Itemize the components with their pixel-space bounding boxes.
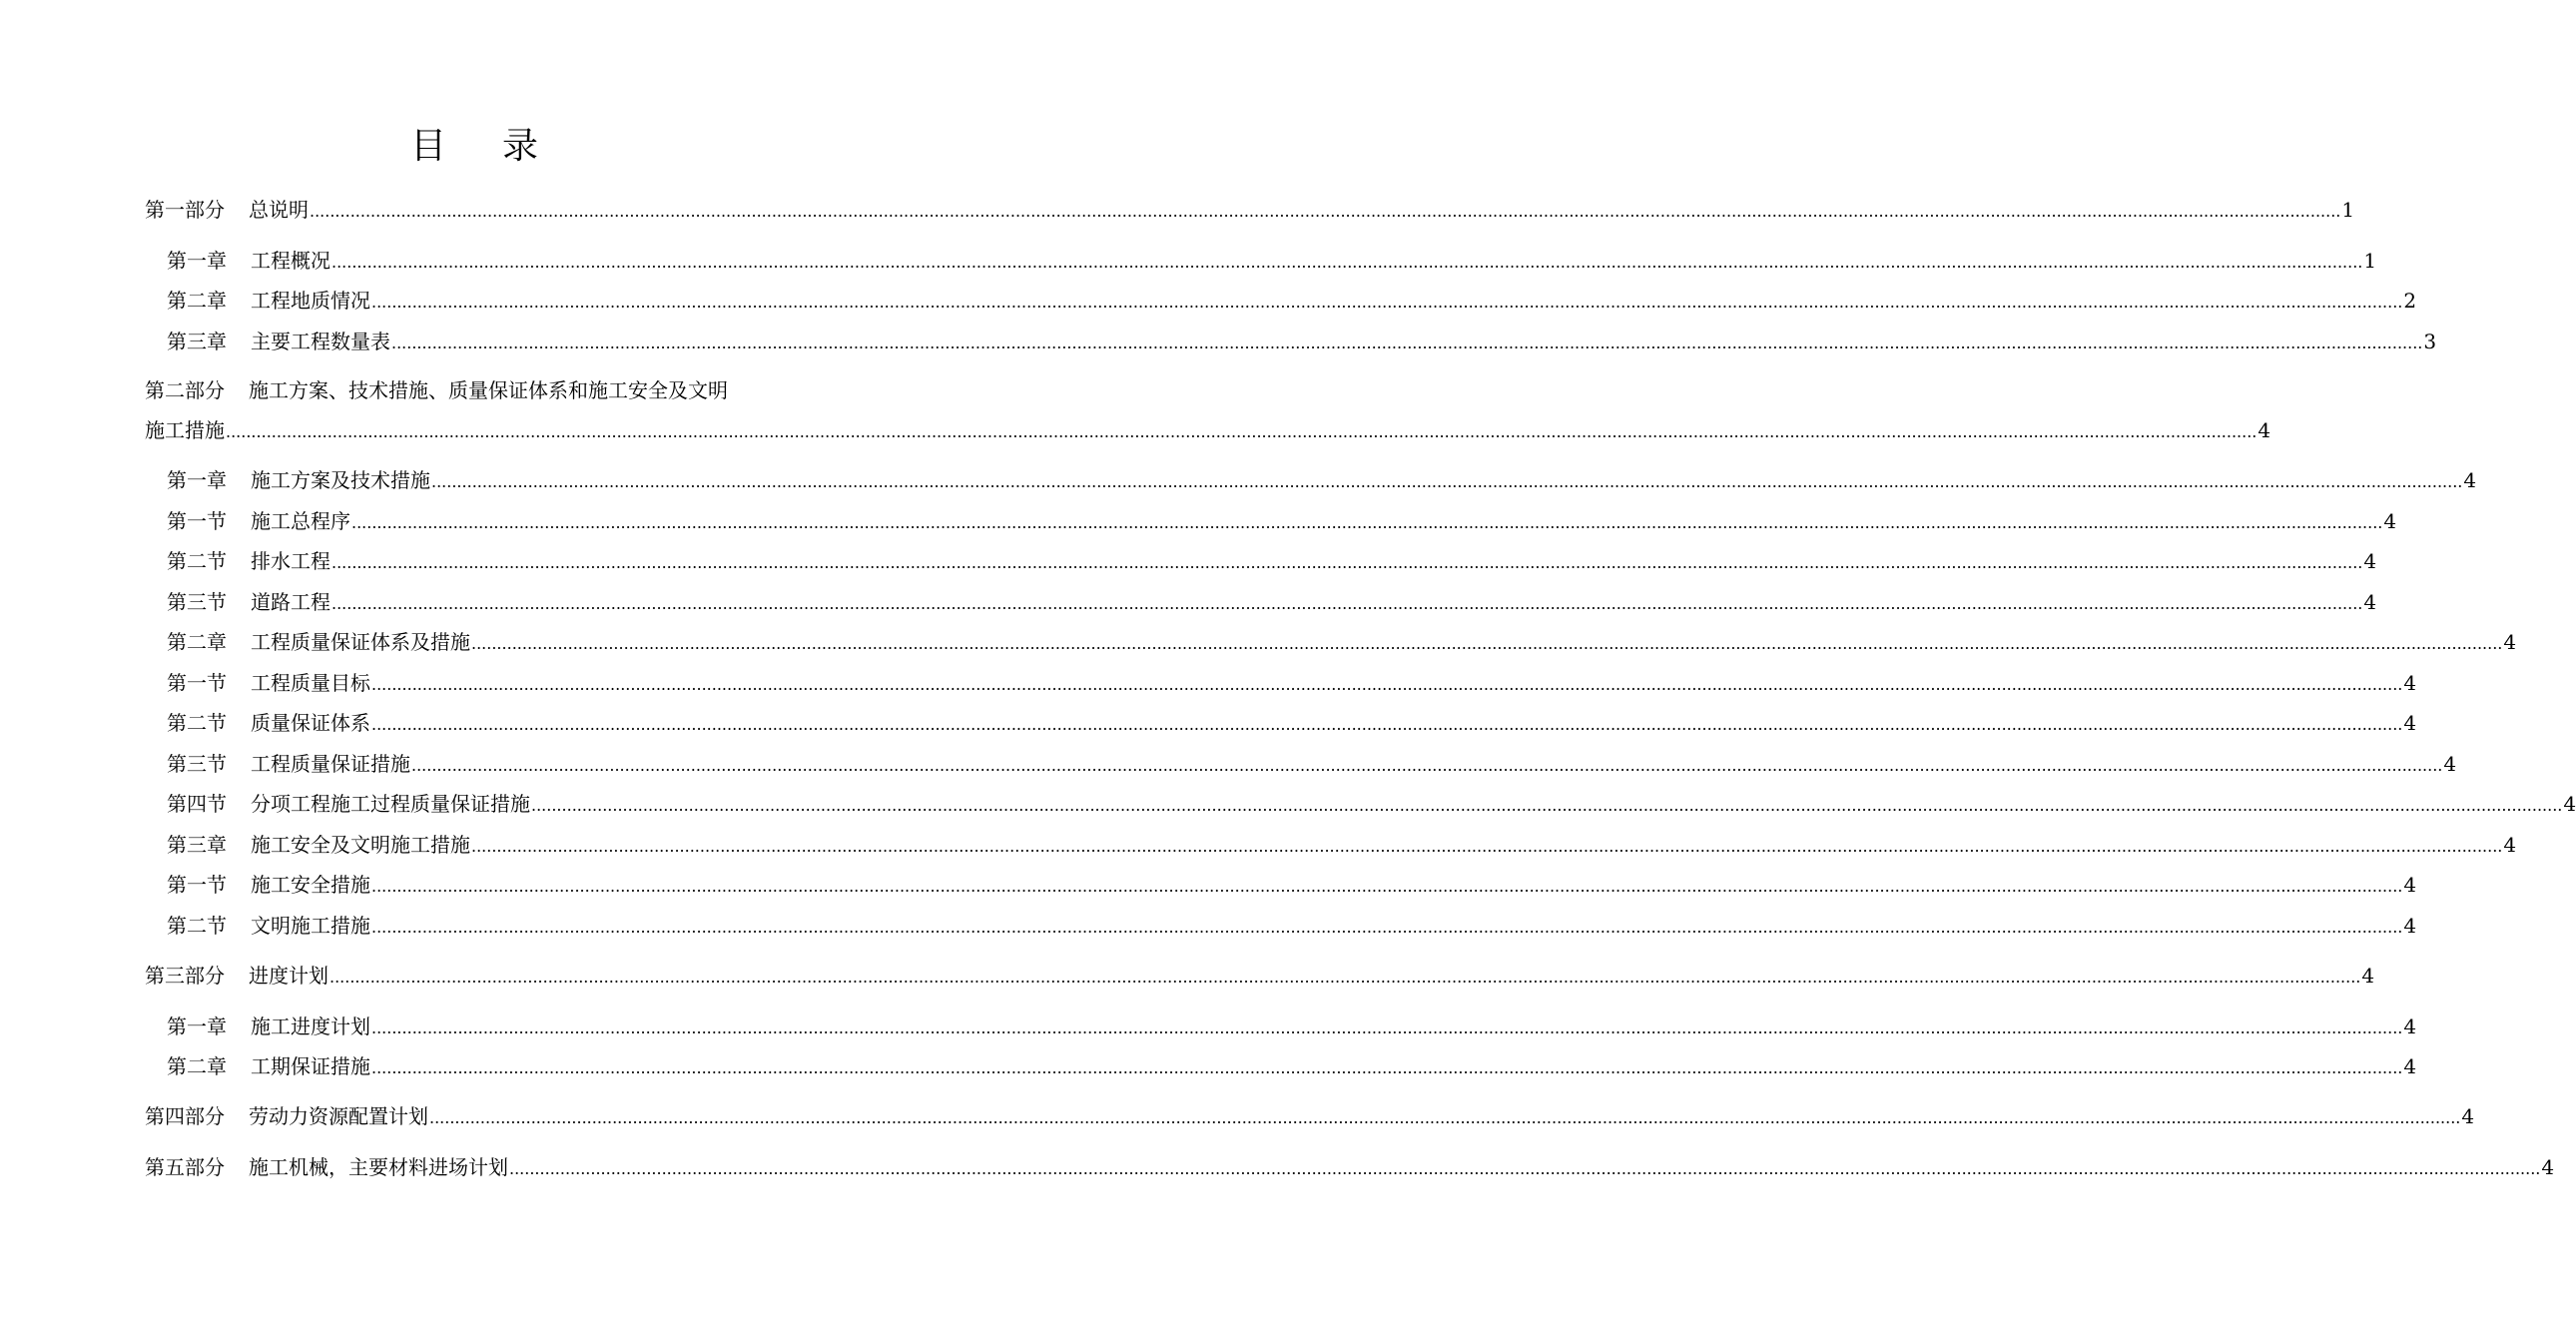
toc-title: 施工安全措施 xyxy=(251,873,370,897)
toc-label: 第二节 xyxy=(167,711,227,735)
dot-leader: ................................................................................................................................................................................................................................................................................................................................................................................................................ xyxy=(371,1018,2403,1037)
toc-entry-section[interactable] xyxy=(167,789,2576,819)
toc-page-number: 4 xyxy=(2361,964,2375,988)
toc-label: 第三节 xyxy=(167,590,227,614)
dot-leader: ................................................................................................................................................................................................................................................................................................................................................................................................................ xyxy=(351,513,2383,532)
dot-leader: ................................................................................................................................................................................................................................................................................................................................................................................................................ xyxy=(371,918,2403,937)
toc-label: 第二节 xyxy=(167,914,227,938)
title-char-1: 目 xyxy=(409,126,446,167)
toc-page-number: 4 xyxy=(2541,1155,2555,1179)
toc-page-number: 4 xyxy=(2461,1104,2475,1128)
toc-page-number: 4 xyxy=(2383,509,2397,533)
dot-leader: ................................................................................................................................................................................................................................................................................................................................................................................................................ xyxy=(371,715,2403,734)
toc-page-number: 4 xyxy=(2257,418,2271,442)
toc-page-number: 4 xyxy=(2403,671,2417,695)
page-title xyxy=(0,122,949,172)
toc-title: 总说明 xyxy=(249,198,309,222)
dot-leader: ................................................................................................................................................................................................................................................................................................................................................................................................................ xyxy=(371,293,2403,312)
toc-entry-section[interactable] xyxy=(167,668,2417,698)
toc-entry-section[interactable] xyxy=(167,587,2377,617)
toc-title: 施工安全及文明施工措施 xyxy=(251,833,470,857)
toc-page-number: 4 xyxy=(2463,468,2477,492)
toc-label: 第一节 xyxy=(167,671,227,695)
toc-entry-chapter[interactable] xyxy=(167,830,2517,860)
toc-label: 第三部分 xyxy=(145,964,225,988)
toc-entry-part-4[interactable] xyxy=(145,1101,2475,1131)
toc-entry-chapter[interactable] xyxy=(167,1011,2417,1041)
toc-title: 施工方案及技术措施 xyxy=(251,468,430,492)
dot-leader: ................................................................................................................................................................................................................................................................................................................................................................................................................ xyxy=(471,837,2503,856)
title-char-2: 录 xyxy=(502,126,539,167)
toc-page-number: 4 xyxy=(2503,833,2517,857)
toc-page-number: 4 xyxy=(2503,630,2517,654)
dot-leader: ................................................................................................................................................................................................................................................................................................................................................................................................................ xyxy=(471,634,2503,653)
toc-page-number: 4 xyxy=(2403,873,2417,897)
toc-page-number: 4 xyxy=(2363,590,2377,614)
toc-label: 第二部分 xyxy=(145,378,225,402)
dot-leader: ................................................................................................................................................................................................................................................................................................................................................................................................................ xyxy=(391,334,2423,352)
dot-leader: ................................................................................................................................................................................................................................................................................................................................................................................................................ xyxy=(431,472,2463,491)
dot-leader: ................................................................................................................................................................................................................................................................................................................................................................................................................ xyxy=(509,1159,2541,1178)
toc-label: 第一章 xyxy=(167,468,227,492)
toc-title: 施工总程序 xyxy=(251,509,350,533)
toc-page-number: 4 xyxy=(2403,1014,2417,1038)
toc-entry-section[interactable] xyxy=(167,911,2417,941)
toc-page-number: 3 xyxy=(2423,330,2437,353)
toc-title: 主要工程数量表 xyxy=(251,330,390,353)
toc-entry-chapter[interactable] xyxy=(167,327,2437,356)
toc-entry-section[interactable] xyxy=(167,546,2377,576)
toc-page-number: 4 xyxy=(2403,1054,2417,1078)
toc-title: 分项工程施工过程质量保证措施 xyxy=(251,792,530,816)
toc-label: 第二章 xyxy=(167,1054,227,1078)
toc-entry-chapter[interactable] xyxy=(167,1051,2417,1081)
toc-page-number: 4 xyxy=(2403,914,2417,938)
toc-title: 文明施工措施 xyxy=(251,914,370,938)
toc-title: 工程质量保证措施 xyxy=(251,752,410,776)
toc-entry-part-2-line-2[interactable] xyxy=(145,415,2271,445)
toc-page-number: 4 xyxy=(2563,792,2576,816)
toc-entry-part-2-line-1[interactable] xyxy=(145,375,806,405)
toc-title: 进度计划 xyxy=(249,964,328,988)
toc-label: 第一节 xyxy=(167,873,227,897)
dot-leader: ................................................................................................................................................................................................................................................................................................................................................................................................................ xyxy=(226,422,2257,441)
toc-label: 第三章 xyxy=(167,330,227,353)
toc-title-continued: 施工措施 xyxy=(145,418,225,442)
toc-page-number: 1 xyxy=(2341,198,2355,222)
toc-label: 第二章 xyxy=(167,289,227,313)
toc-entry-section[interactable] xyxy=(167,708,2417,738)
toc-label: 第五部分 xyxy=(145,1155,225,1179)
dot-leader: ................................................................................................................................................................................................................................................................................................................................................................................................................ xyxy=(331,594,2363,613)
dot-leader: ................................................................................................................................................................................................................................................................................................................................................................................................................ xyxy=(331,253,2363,272)
toc-entry-section[interactable] xyxy=(167,506,2397,536)
toc-title: 工期保证措施 xyxy=(251,1054,370,1078)
dot-leader: ................................................................................................................................................................................................................................................................................................................................................................................................................ xyxy=(371,1058,2403,1077)
toc-label: 第一部分 xyxy=(145,198,225,222)
dot-leader: ................................................................................................................................................................................................................................................................................................................................................................................................................ xyxy=(371,675,2403,694)
toc-entry-chapter[interactable] xyxy=(167,465,2477,495)
dot-leader: ................................................................................................................................................................................................................................................................................................................................................................................................................ xyxy=(310,202,2341,221)
toc-page-number: 4 xyxy=(2363,549,2377,573)
toc-entry-chapter[interactable] xyxy=(167,627,2517,657)
dot-leader: ................................................................................................................................................................................................................................................................................................................................................................................................................ xyxy=(331,553,2363,572)
toc-title: 工程概况 xyxy=(251,249,330,273)
toc-title: 施工进度计划 xyxy=(251,1014,370,1038)
toc-title: 施工方案、技术措施、质量保证体系和施工安全及文明 xyxy=(249,378,728,402)
toc-label: 第四部分 xyxy=(145,1104,225,1128)
toc-title: 工程质量目标 xyxy=(251,671,370,695)
toc-entry-part-3[interactable] xyxy=(145,961,2375,991)
toc-entry-part-1[interactable] xyxy=(145,195,2355,225)
toc-title: 排水工程 xyxy=(251,549,330,573)
toc-title: 质量保证体系 xyxy=(251,711,370,735)
toc-label: 第二节 xyxy=(167,549,227,573)
toc-page-number: 1 xyxy=(2363,249,2377,273)
toc-label: 第三章 xyxy=(167,833,227,857)
toc-title: 道路工程 xyxy=(251,590,330,614)
toc-entry-part-5[interactable] xyxy=(145,1152,2555,1182)
dot-leader: ................................................................................................................................................................................................................................................................................................................................................................................................................ xyxy=(429,1108,2461,1127)
toc-label: 第四节 xyxy=(167,792,227,816)
dot-leader: ................................................................................................................................................................................................................................................................................................................................................................................................................ xyxy=(371,877,2403,896)
toc-label: 第二章 xyxy=(167,630,227,654)
dot-leader: ................................................................................................................................................................................................................................................................................................................................................................................................................ xyxy=(329,968,2361,987)
toc-page-number: 4 xyxy=(2403,711,2417,735)
toc-label: 第三节 xyxy=(167,752,227,776)
toc-entry-section[interactable] xyxy=(167,870,2417,900)
toc-page-number: 4 xyxy=(2443,752,2457,776)
toc-label: 第一章 xyxy=(167,1014,227,1038)
dot-leader: ................................................................................................................................................................................................................................................................................................................................................................................................................ xyxy=(531,796,2563,815)
toc-title: 工程质量保证体系及措施 xyxy=(251,630,470,654)
toc-title: 工程地质情况 xyxy=(251,289,370,313)
toc-title: 劳动力资源配置计划 xyxy=(249,1104,428,1128)
toc-label: 第一节 xyxy=(167,509,227,533)
toc-entry-section[interactable] xyxy=(167,749,2457,779)
toc-title: 施工机械，主要材料进场计划 xyxy=(249,1155,508,1179)
toc-entry-chapter[interactable] xyxy=(167,246,2377,276)
toc-label: 第一章 xyxy=(167,249,227,273)
dot-leader: ................................................................................................................................................................................................................................................................................................................................................................................................................ xyxy=(411,756,2443,775)
toc-page-number: 2 xyxy=(2403,289,2417,313)
toc-entry-chapter[interactable] xyxy=(167,286,2417,316)
